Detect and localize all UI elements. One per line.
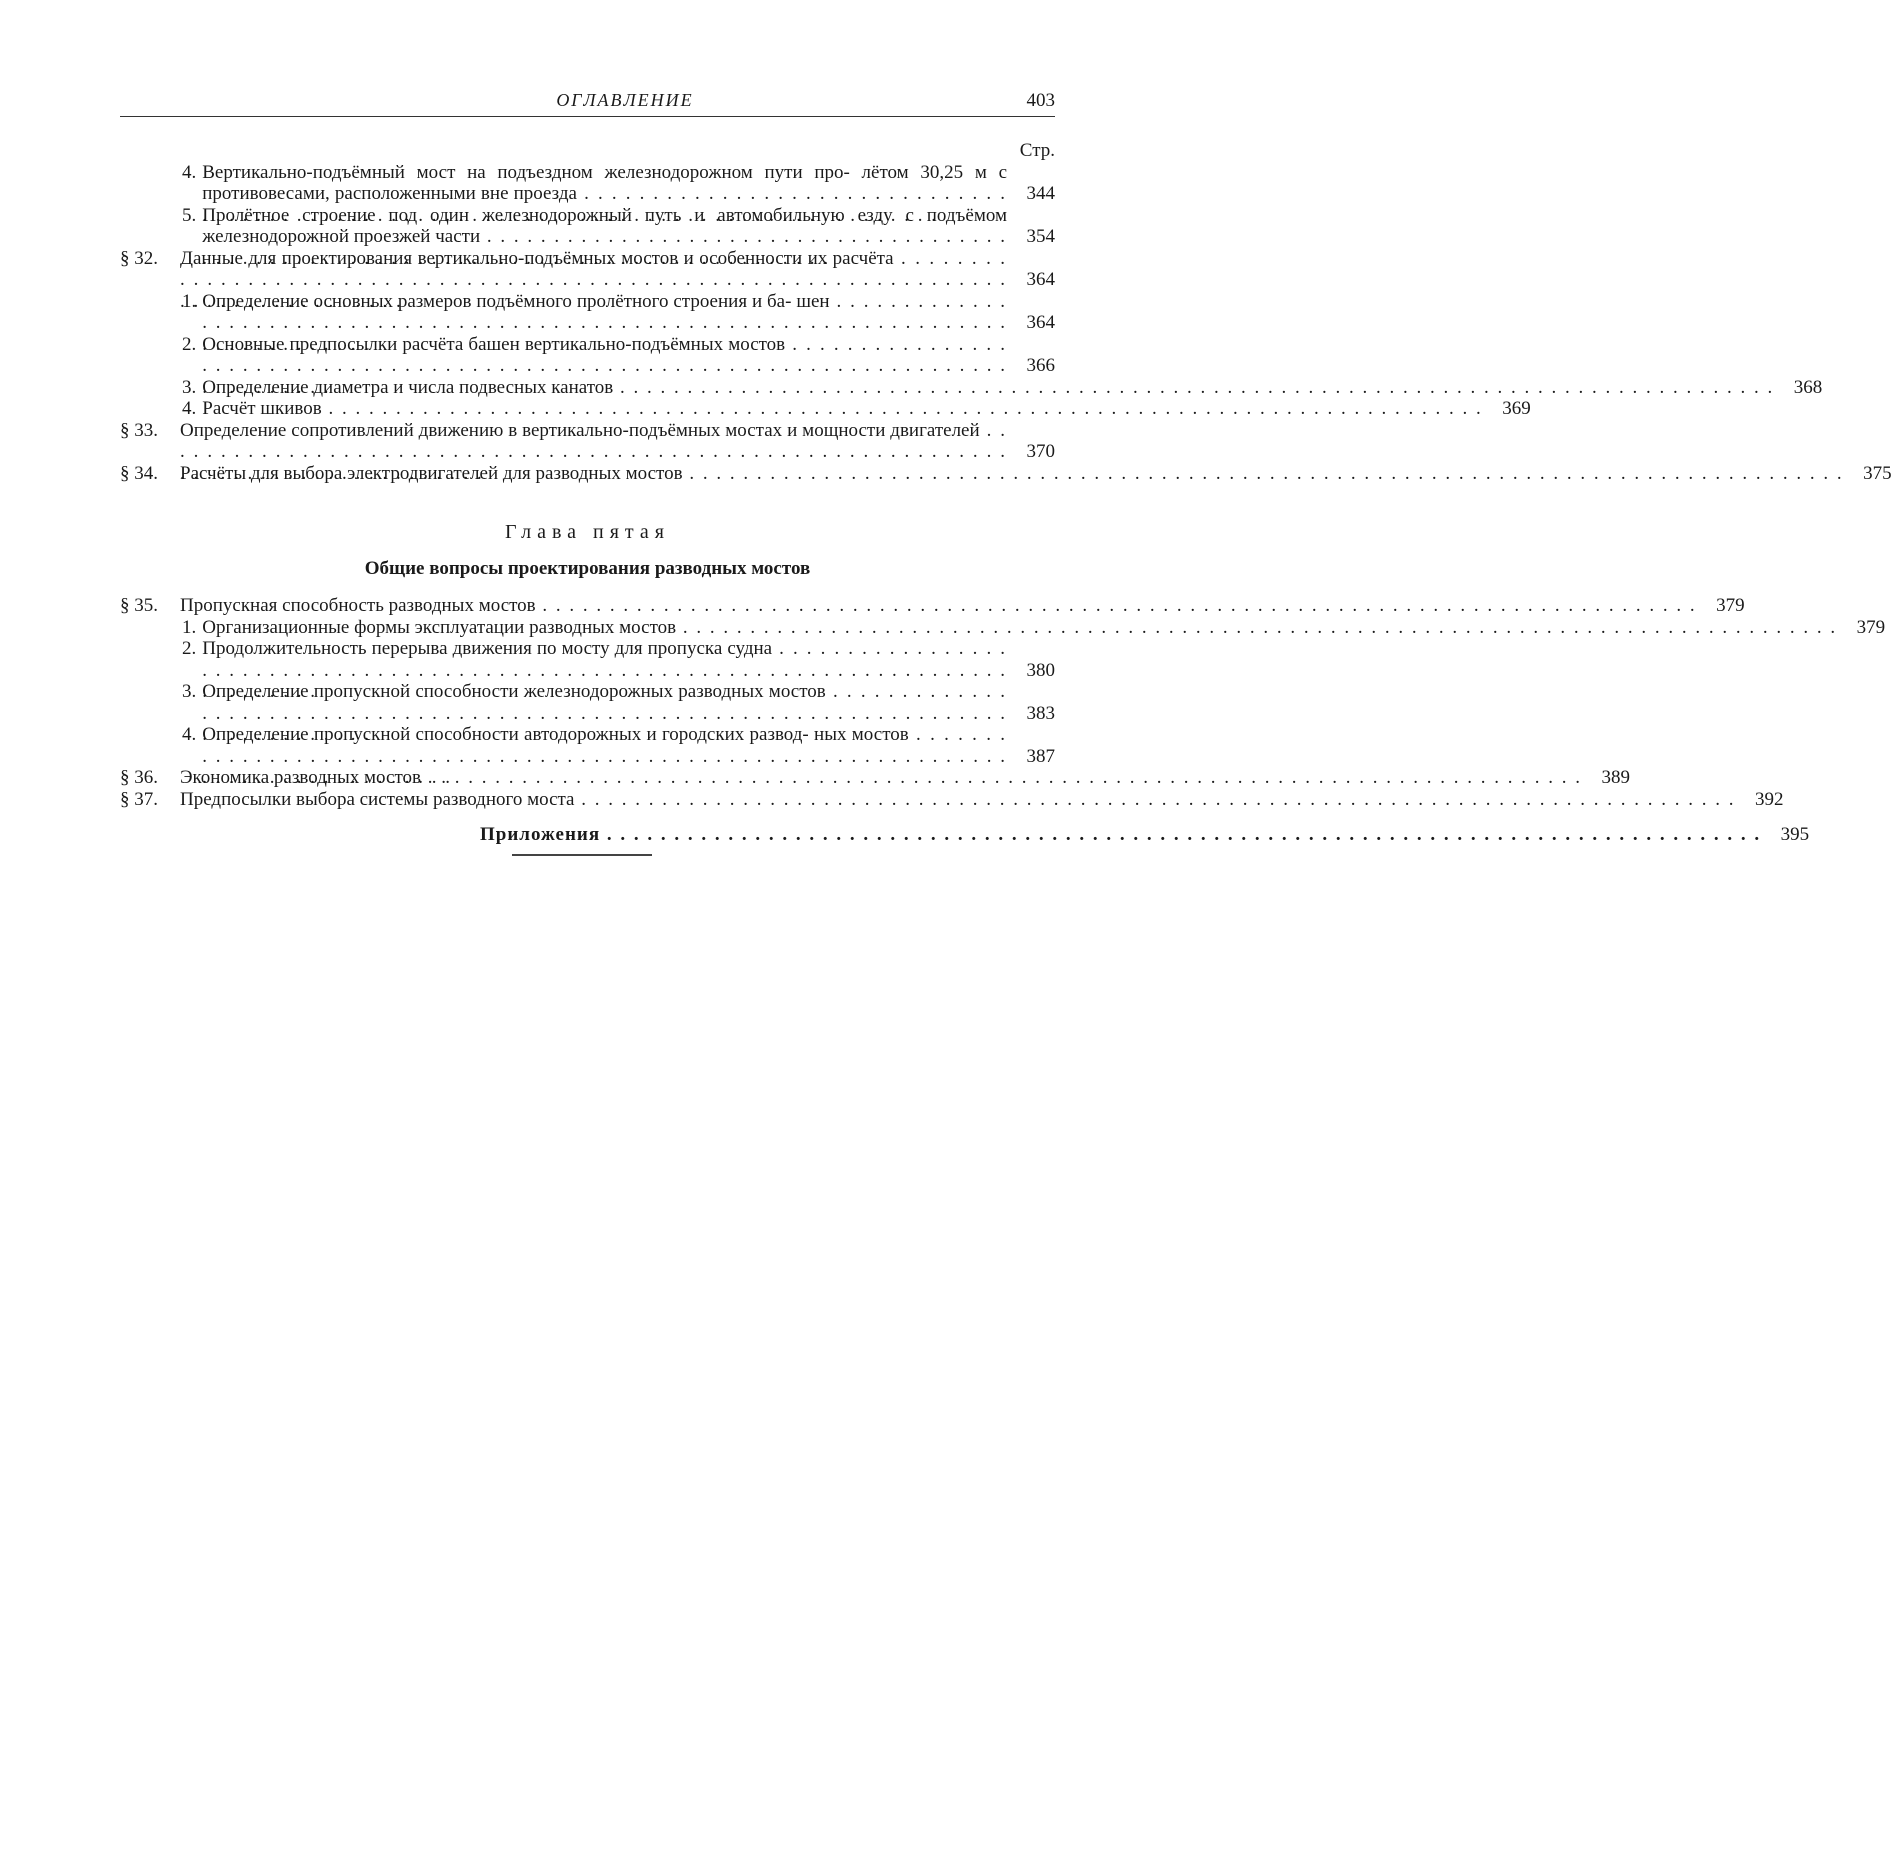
entry-page: 383 xyxy=(1026,702,1055,724)
entry-title: Вертикально-подъёмный мост на подъездном железнодорожном пути про- лётом 30,25 м с противовесами, расположенными вне проезда . . . xyxy=(202,162,1007,226)
entry-page: 366 xyxy=(1026,355,1055,376)
entry-page: 375 xyxy=(1863,462,1892,484)
toc-entry[interactable] xyxy=(120,205,1055,248)
toc-entry-appendix[interactable] xyxy=(120,824,1810,846)
page-header xyxy=(120,90,1055,120)
entry-page: 364 xyxy=(1026,269,1055,290)
entry-title: Определение основных размеров подъёмного пролётного строения и ба- шен . . . xyxy=(202,291,1007,355)
toc-entry[interactable] xyxy=(120,595,1745,617)
chapter-title: Общие вопросы проектирования разводных мостов xyxy=(364,557,811,579)
entry-page: 368 xyxy=(1793,376,1823,398)
entry-title: Предпосылки выбора системы разводного моста . . . xyxy=(180,789,1735,810)
item-number: 1. xyxy=(182,616,197,638)
entry-title: Продолжительность перерыва движения по мосту для пропуска судна . . . xyxy=(202,638,1007,702)
section-number: § 37. xyxy=(120,788,158,810)
page-number: 403 xyxy=(1026,90,1055,111)
toc-entry[interactable] xyxy=(120,420,1055,463)
entry-page: 344 xyxy=(1026,183,1055,204)
toc-entry[interactable] xyxy=(120,162,1055,205)
toc-entry[interactable] xyxy=(120,724,1055,767)
entry-page: 369 xyxy=(1502,398,1531,419)
toc-entry[interactable] xyxy=(120,376,1823,399)
chapter-label: Глава пятая xyxy=(505,521,670,543)
table-of-contents xyxy=(120,140,1892,846)
toc-entry[interactable] xyxy=(120,462,1892,485)
end-ornament-rule xyxy=(512,854,652,856)
header-rule xyxy=(120,116,1055,117)
item-number: 2. xyxy=(182,638,197,659)
entry-title: Определение диаметра и числа подвесных канатов . . . xyxy=(202,377,1774,398)
running-title: ОГЛАВЛЕНИЕ xyxy=(556,90,694,110)
item-number: 3. xyxy=(182,376,197,398)
item-number: 3. xyxy=(182,681,197,702)
entry-page: 387 xyxy=(1026,745,1055,767)
appendix-label: Приложения . . . xyxy=(480,824,1761,845)
toc-entry[interactable] xyxy=(120,398,1531,420)
entry-title: Пролётное строение под один железнодорожный путь и автомобильную езду с подъёмом железнодорожной проезжей части . . . xyxy=(202,205,1007,269)
toc-entry[interactable] xyxy=(120,638,1055,681)
item-number: 2. xyxy=(182,333,197,355)
appendix-page: 395 xyxy=(1780,824,1810,845)
entry-title: Определение сопротивлений движению в вертикально-подъёмных мостах и мощности двигателей . . . xyxy=(180,420,1007,484)
toc-entry[interactable] xyxy=(120,291,1055,334)
entry-page: 380 xyxy=(1026,659,1055,681)
entry-page: 389 xyxy=(1601,767,1630,788)
entry-title: Экономика разводных мостов . . . xyxy=(180,767,1582,788)
toc-entry[interactable] xyxy=(120,248,1055,291)
section-number: § 36. xyxy=(120,767,158,788)
entry-title: Расчёты для выбора электродвигателей для разводных мостов . . . xyxy=(180,463,1844,484)
entry-title: Основные предпосылки расчёта башен вертикально-подъёмных мостов . . . xyxy=(202,334,1007,398)
item-number: 5. xyxy=(182,204,197,226)
entry-title: Организационные формы эксплуатации разводных мостов . . . xyxy=(202,617,1837,638)
entry-title: Данные для проектирования вертикально-подъёмных мостов и особенности их расчёта . . . xyxy=(180,248,1007,312)
toc-part-1 xyxy=(120,161,1892,485)
entry-page: 354 xyxy=(1026,226,1055,247)
toc-entry[interactable] xyxy=(120,767,1630,789)
toc-part-2 xyxy=(120,595,1886,810)
entry-title: Расчёт шкивов . . . xyxy=(202,398,1482,419)
toc-entry[interactable] xyxy=(120,616,1886,639)
section-number: § 35. xyxy=(120,595,158,616)
entry-title: Определение пропускной способности автодорожных и городских развод- ных мостов . . . xyxy=(202,724,1007,788)
entry-title: Определение пропускной способности железнодорожных разводных мостов . . . xyxy=(202,681,1007,745)
item-number: 4. xyxy=(182,161,197,183)
section-number: § 34. xyxy=(120,462,158,484)
item-number: 1. xyxy=(182,290,197,312)
page-column-label: Стр. xyxy=(1019,140,1055,161)
entry-page: 364 xyxy=(1026,312,1055,333)
section-number: § 33. xyxy=(120,419,158,441)
entry-page: 379 xyxy=(1716,595,1745,616)
item-number: 4. xyxy=(182,398,197,419)
entry-page: 370 xyxy=(1026,441,1055,462)
entry-page: 392 xyxy=(1754,788,1784,810)
toc-entry[interactable] xyxy=(120,681,1055,724)
entry-page: 379 xyxy=(1856,616,1886,638)
entry-title: Пропускная способность разводных мостов . . . xyxy=(180,595,1697,616)
item-number: 4. xyxy=(182,724,197,745)
toc-entry[interactable] xyxy=(120,334,1055,377)
section-number: § 32. xyxy=(120,247,158,269)
toc-entry[interactable] xyxy=(120,788,1784,811)
